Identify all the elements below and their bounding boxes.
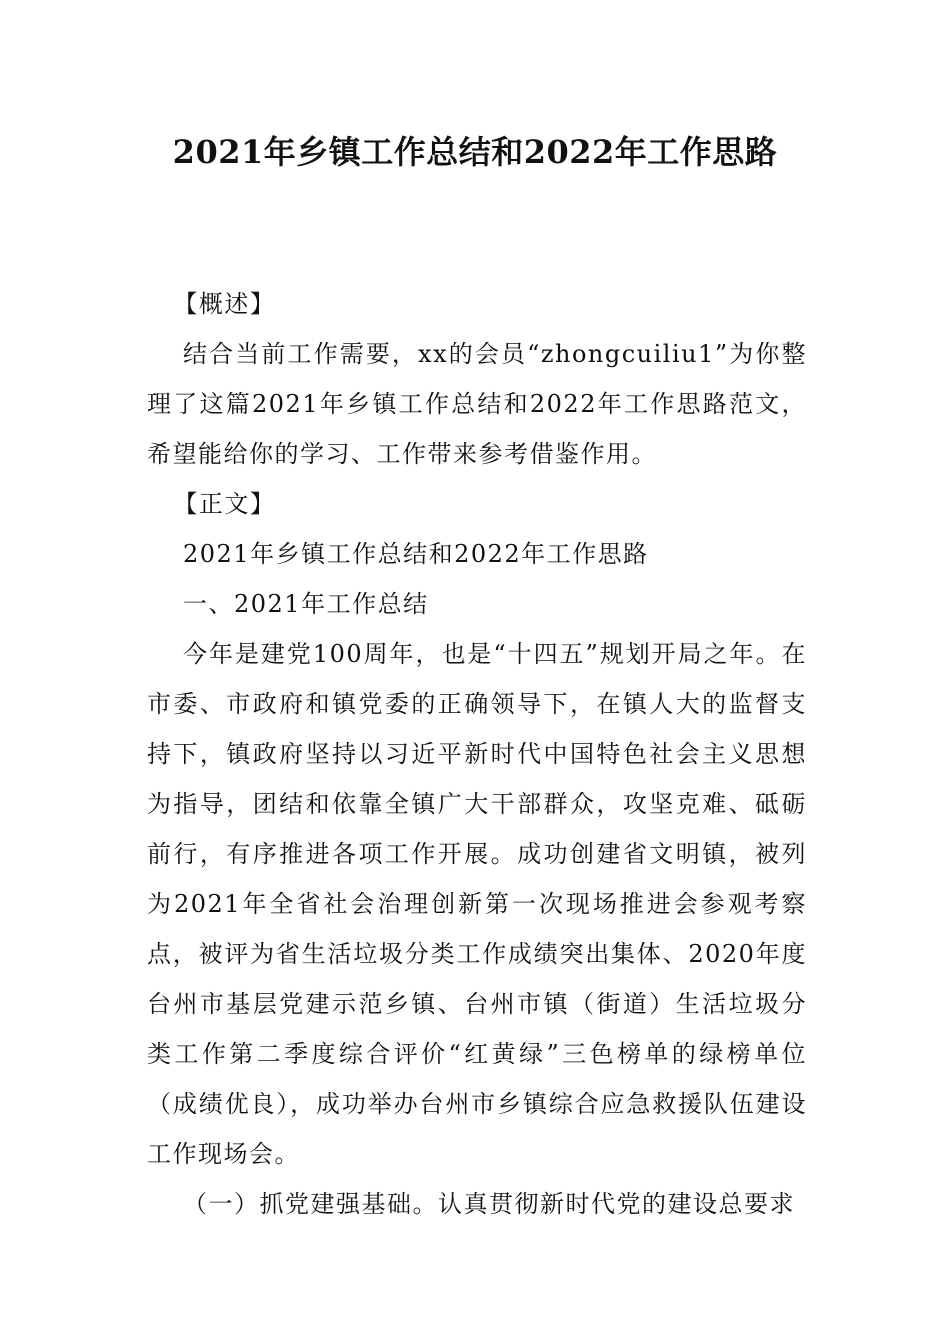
section-heading: 一、2021年工作总结	[183, 590, 429, 618]
main-title: 2021年乡镇工作总结和2022年工作思路	[183, 540, 649, 568]
body-paragraph: 今年是建党100周年，也是“十四五”规划开局之年。在市委、市政府和镇党委的正确领导下，在镇人大的监督支持下，镇政府坚持以习近平新时代中国特色社会主义思想为指导，团结和依靠全镇广大干部群众，攻坚克难、砥砺前行，有序推进各项工作开展。成功创建省文明镇，被列为2021年全省社会治理创新第一次现场推进会参观考察点，被评为省生活垃圾分类工作成绩突出集体、2020年度台州市基层党建示范乡镇、台州市镇（街道）生活垃圾分类工作第二季度综合评价“红黄绿”三色榜单的绿榜单位（成绩优良），成功举办台州市乡镇综合应急救援队伍建设工作现场会。	[147, 640, 807, 1168]
document-title: 2021年乡镇工作总结和2022年工作思路	[172, 133, 778, 171]
overview-label: 【概述】	[173, 290, 276, 318]
document-body	[147, 279, 807, 1229]
body-paragraph: （一）抓党建强基础。认真贯彻新时代党的建设总要求	[183, 1190, 795, 1218]
overview-paragraph: 结合当前工作需要，xx的会员“zhongcuiliu1”为你整理了这篇2021年乡镇工作总结和2022年工作思路范文，希望能给你的学习、工作带来参考借鉴作用。	[147, 340, 807, 468]
main-label: 【正文】	[173, 490, 276, 518]
